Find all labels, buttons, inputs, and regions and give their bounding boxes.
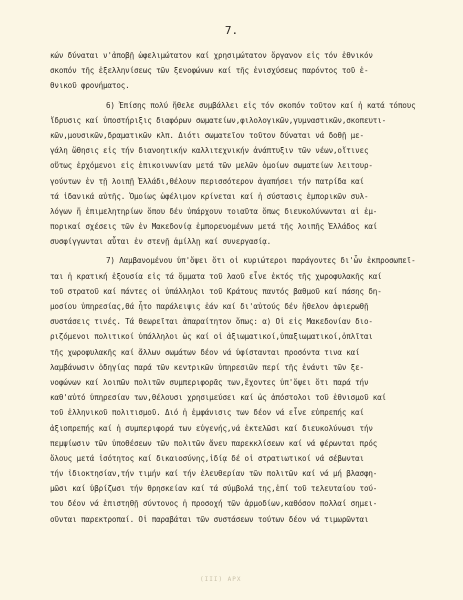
- text-line: πεμψίωσιν τῶν ὑποθέσεων τῶν πολιτῶν ἄνευ παρεκκλίσεων καί νά φέρωνται πρός: [50, 438, 378, 448]
- text-line: τά ἰδανικά αὐτῆς. Ὁμοίως ὠφέλιμον κρίνεται καί ἡ σύστασις ἐμπορικῶν συλ-: [50, 191, 369, 201]
- text-line: συσφίγγωνται αὗται ἐν στενῇ ἁμίλλῃ καί συνεργασίᾳ.: [50, 237, 272, 247]
- document-body: [50, 48, 440, 527]
- text-line: γάλη ὤθησις εἰς τήν διανοητικήν καλλιτεχνικήν ἀνάπτυξιν τῶν νέων,οἵτινες: [50, 146, 369, 156]
- text-line: τήν ἰδιοκτησίαν,τήν τιμήν καί τήν ἐλευθερίαν τῶν πολιτῶν καί νά μή βλασφη-: [50, 469, 378, 479]
- text-line: λόγων ἤ ἐπιμελητηρίων ὅπου δέν ὑπάρχουν τοιαῦτα ὅπως διευκολύνωνται αἱ ἐμ-: [50, 206, 378, 216]
- text-line: κών δύναται ν'ἀποβῇ ὠφελιμώτατον καί χρησιμώτατον ὄργανον εἰς τόν ἐθνικόν: [50, 51, 373, 60]
- text-line: σκοπόν τῆς ἐξελληνίσεως τῶν ξενοφώνων καί τῆς ἐνισχύσεως παρόντος τοῦ ἐ-: [50, 66, 369, 76]
- text-line: λαμβάνωσιν ὁδηγίας παρά τῶν κεντρικῶν ὑπηρεσιῶν περί τῆς ἐνάντι τῶν ξε-: [50, 362, 364, 372]
- text-line: ἵδρυσις καί ὑποστήριξις διαφόρων σωματείων,φιλολογικῶν,γυμναστικῶν,σκοπευτι-: [50, 115, 387, 125]
- text-line: πορικαί σχέσεις τῶν ἐν Μακεδονίᾳ ἐμπορευομένων μετά τῆς λοιπῆς Ἑλλάδος καί: [50, 222, 378, 232]
- text-line: οῦνται παρεκτροπαί. Οἱ παραβάται τῶν συστάσεων τούτων δέον νά τιμωρῶνται: [50, 514, 369, 524]
- text-line: τοῦ στρατοῦ καί πάντες οἱ ὑπάλληλοι τοῦ Κράτους παντός βαθμοῦ καί πάσης δη-: [50, 286, 382, 296]
- text-line: ται ἡ κρατική ἐξουσία εἰς τά ὄμματα τοῦ λαοῦ εἶνε ἐκτός τῆς χωροφυλακῆς καί: [50, 271, 382, 281]
- text-line: ἀξιοπρεπής καί ἡ συμπεριφορά των εὐγενής,νά ἐκτελῶσι καί διευκολύνωσι τήν: [50, 423, 373, 433]
- text-line: νοφώνων καί λοιπῶν πολιτῶν συμπεριφορᾶς των,ἔχοντες ὑπ'ὄψει ὅτι παρά τήν: [50, 377, 369, 387]
- text-line: ὅλους μετά ἰσότητος καί δικαιοσύνης,ἰδίᾳ δέ οἱ στρατιωτικοί νά σέβωνται: [50, 453, 364, 463]
- text-line: γούντων ἐν τῇ λοιπῇ Ἑλλάδι,θέλουν περισσότερον ἀγαπήσει τήν πατρίδα καί: [50, 176, 364, 186]
- text-line: κῶν,μουσικῶν,δραματικῶν κλπ. Διότι σωματεῖον τοῦτον δύναται νά δοθῇ με-: [50, 130, 364, 140]
- paragraph-7-start: 7) Λαμβανομένου ὑπ'ὄψει ὅτι οἱ κυριώτεροι παράγοντες δι'ὧν ἐκπροσωπεῖ-: [106, 256, 416, 266]
- paragraph-6-start: 6) Ἐπίσης πολύ ἤθελε συμβάλλει εἰς τόν σκοπόν τοῦτον καί ἡ κατά τόπους: [106, 100, 416, 110]
- text-line: θνικοῦ φρονήματος.: [50, 81, 130, 91]
- text-line: του δέον νά ἐπιστηθῇ σύντονος ἡ προσοχή τῶν ἁρμοδίων,καθόσον πολλαί σημει-: [50, 499, 378, 509]
- page-number: 7.: [224, 24, 239, 37]
- text-line: μῶσι καί ὑβρίζωσι τήν θρησκείαν καί τά σύμβολά της,ἐπί τοῦ τελευταίου τού-: [50, 484, 378, 494]
- text-line: συστάσεις τινές. Τά θεωρεῖται ἀπαραίτητον ὅπως: α) Οἱ εἰς Μακεδονίαν διο-: [50, 317, 373, 327]
- text-line: οὕτως ἐρχόμενοι εἰς ἐπικοινωνίαν μετά τῶν μελῶν ὁμοίων σωματείων λειτουρ-: [50, 161, 373, 171]
- archive-stamp: (ΙΙΙ) ΑΡΧ: [200, 576, 242, 583]
- text-line: ριζόμενοι πολιτικοί ὑπάλληλοι ὡς καί οἱ ἀξιωματικοί,ὑπαξιωματικοί,ὁπλῖται: [50, 332, 373, 342]
- text-line: καθ'αὑτό ὑπηρεσίαν των,θέλουσι χρησιμεύσει καί ὡς ἀπόστολοι τοῦ ἐθνισμοῦ καί: [50, 393, 387, 403]
- text-line: μοσίου ὑπηρεσίας,θά ἦτο παράλειψις ἐάν καί δι'αὐτούς δέν ἤθελον ἀφιερωθῇ: [50, 302, 369, 311]
- text-line: τῆς χωροφυλακῆς καί ἄλλων σωμάτων δέον νά ὑφίστανται προσόντα τινα καί: [50, 347, 360, 357]
- text-line: τοῦ ἑλληνικοῦ πολιτισμοῦ. Διό ἡ ἐμφάνισις των δέον νά εἶνε εὐπρεπής καί: [50, 408, 364, 418]
